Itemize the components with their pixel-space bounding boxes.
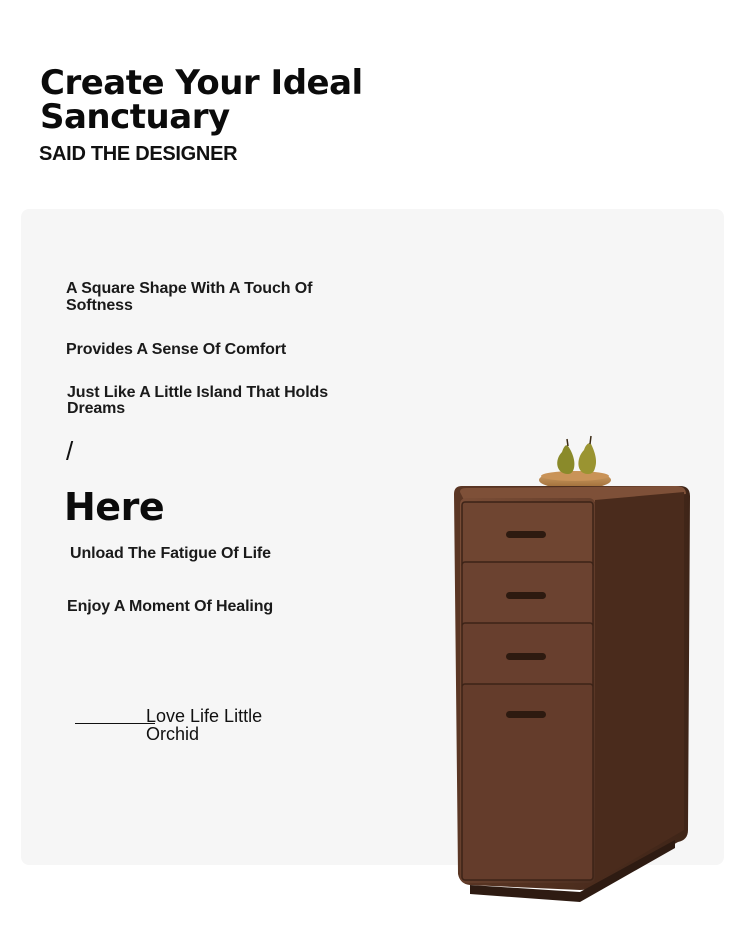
product-image-cabinet <box>440 430 700 910</box>
fruit-bowl <box>539 436 611 489</box>
signature-rule <box>75 723 155 724</box>
cabinet-body <box>454 486 690 902</box>
tagline-4: Unload The Fatigue Of Life <box>70 545 271 562</box>
tagline-5: Enjoy A Moment Of Healing <box>67 598 274 615</box>
tagline-2: Provides A Sense Of Comfort <box>66 341 287 358</box>
signature-text: Love Life Little Orchid <box>146 706 263 744</box>
here-heading: Here <box>64 485 165 529</box>
page-title: Create Your Ideal Sanctuary <box>40 63 363 137</box>
tagline-3: Just Like A Little Island That Holds Dreams <box>67 384 329 417</box>
slash-divider: / <box>66 436 74 466</box>
page-subtitle: SAID THE DESIGNER <box>39 143 238 165</box>
tagline-1: A Square Shape With A Touch Of Softness <box>66 280 313 314</box>
